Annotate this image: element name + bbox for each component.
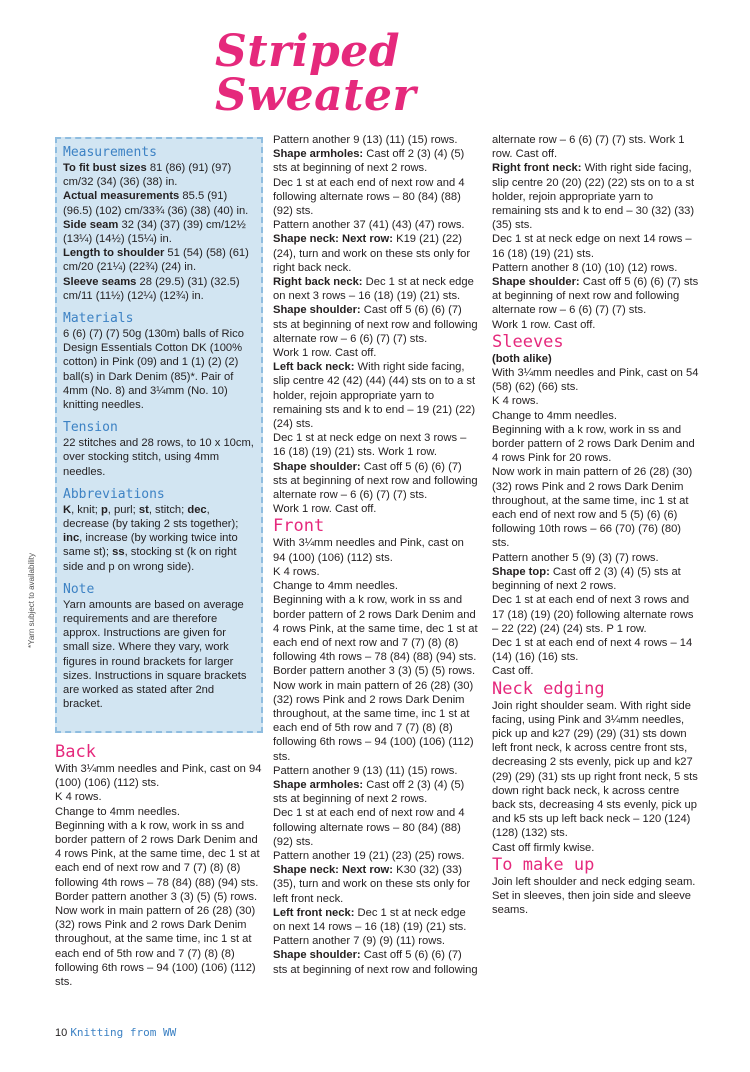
paragraph: Cast off firmly kwise. — [492, 841, 595, 854]
materials-section — [63, 311, 255, 412]
paragraph — [492, 161, 700, 232]
measurement-text: 28 (29.5) (31) (32.5) cm/11 (11½) (12¼) (12¾) in. — [63, 275, 240, 302]
paragraph: K 4 rows. — [273, 565, 320, 578]
paragraph — [273, 147, 478, 175]
back-paragraph: With 3¼mm needles and Pink, cast on 94 (100) (106) (112) sts. — [55, 763, 262, 790]
measurement-text: 51 (54) (58) (61) cm/20 (21¼) (22¾) (24) in. — [63, 247, 249, 274]
paragraph: Dec 1 st at each end of next 4 rows – 14 (14) (16) (16) sts. — [492, 636, 693, 664]
paragraph: Pattern another 9 (13) (11) (15) rows. — [273, 764, 458, 777]
page-number: 10 — [55, 1027, 68, 1039]
note-heading: Note — [63, 581, 95, 597]
paragraph: Dec 1 st at neck edge on next 14 rows – 16 (18) (19) (21) sts. — [492, 233, 692, 260]
step-label: Left front neck: — [273, 906, 355, 919]
measurement-item — [63, 189, 255, 217]
paragraph: Work 1 row. Cast off. — [273, 503, 377, 516]
paragraph: Border pattern another 3 (3) (5) (5) rows. Now work in main pattern of 26 (28) (30) (32) rows Pink and 2 rows Dark Denim throughout, at the same time, inc 1 st at each end of 5th row and 7 (7) (8) (8) following 6th rows – 94 (100) (106) (112) sts. — [273, 665, 476, 763]
measurements-section — [63, 145, 255, 303]
paragraph: Join left shoulder and neck edging seam. Set in sleeves, then join side and sleeve seams. — [492, 875, 696, 917]
tension-section — [63, 420, 255, 479]
step-text: With right side facing, slip centre 42 (42) (44) (44) sts on to a st holder, rejoin appropriate yarn to remaining sts and k to end – 19 (21) (22) (24) sts. — [273, 361, 476, 431]
paragraph — [273, 460, 478, 503]
step-label: Left back neck: — [273, 361, 355, 374]
paragraph: Pattern another 19 (21) (23) (25) rows. — [273, 849, 465, 862]
abbr-term: p — [100, 503, 108, 516]
measurement-item — [63, 246, 255, 274]
measurement-text: 32 (34) (37) (39) cm/12½ (13¼) (14½) (15¼) in. — [63, 218, 246, 246]
measurement-item — [63, 275, 255, 303]
step-text: Cast off 5 (6) (6) (7) sts at beginning of next row and following alternate row – 6 (6) (7) (7) sts. — [273, 304, 478, 345]
info-box — [55, 137, 263, 733]
measurement-label: To fit bust sizes — [63, 162, 147, 174]
paragraph — [273, 948, 478, 976]
paragraph: Change to 4mm needles. — [273, 580, 399, 593]
materials-heading: Materials — [63, 311, 134, 327]
step-label: Shape shoulder: — [492, 276, 580, 289]
step-text: K30 (32) (33) (35), turn and work on these sts only for left front neck. — [273, 864, 471, 905]
paragraph — [273, 906, 478, 934]
measurement-item — [63, 161, 255, 189]
paragraph: With 3¼mm needles and Pink, cast on 94 (100) (106) (112) sts. — [273, 537, 464, 564]
paragraph — [273, 863, 478, 906]
step-text: Cast off 2 (3) (4) (5) sts at beginning of next 2 rows. — [273, 148, 465, 175]
step-label: Shape neck: Next row: — [273, 233, 393, 246]
step-label: Shape shoulder: — [273, 460, 361, 473]
paragraph — [273, 232, 478, 275]
magazine-name: Knitting from WW — [70, 1026, 177, 1039]
abbr-term: st — [138, 503, 149, 516]
note-text: Yarn amounts are based on average requirements and are therefore approx. Instructions are given for small size. Where they vary, work figures in round brackets for larger sizes. Instructions in square brackets are worked as stated after 2nd bracket. — [63, 598, 247, 711]
paragraph: Now work in main pattern of 26 (28) (30) (32) rows Pink and 2 rows Dark Denim throughout, at the same time, inc 1 st at each end of next row and 5 (5) (6) (6) following 10th rows – 66 (70) (76) (80) sts. — [492, 466, 693, 550]
tension-heading: Tension — [63, 420, 118, 436]
paragraph: Pattern another 7 (9) (9) (11) rows. — [273, 935, 446, 948]
paragraph — [273, 275, 478, 303]
paragraph — [273, 360, 478, 431]
step-text: Dec 1 st at neck edge on next 3 rows – 16 (18) (19) (21) sts. — [273, 276, 474, 303]
column-3 — [492, 133, 700, 917]
make-up-heading: To make up — [492, 854, 595, 875]
paragraph: Pattern another 5 (9) (3) (7) rows. — [492, 551, 659, 564]
back-section — [55, 742, 263, 989]
abbr-term: K — [63, 503, 72, 516]
step-text: Cast off 5 (6) (6) (7) sts at beginning of next row and following alternate row – 6 (6) (7) (7) sts. — [492, 276, 699, 317]
paragraph: Change to 4mm needles. — [492, 409, 618, 422]
paragraph — [273, 303, 478, 346]
measurement-label: Length to shoulder — [63, 247, 165, 260]
back-paragraph: Beginning with a k row, work in ss and border pattern of 2 rows Dark Denim and 4 rows Pink, at the same time, dec 1 st at each end of next row and 7 (7) (8) (8) following 4th rows – 78 (84) (88) (94) sts. — [55, 819, 260, 889]
abbr-def: , decrease (by taking 2 sts together); — [63, 503, 239, 531]
abbr-def: , knit; — [71, 503, 101, 516]
step-text: Cast off 2 (3) (4) (5) sts at beginning of next 2 rows. — [273, 778, 465, 806]
abbr-def: , increase (by working twice into same st); — [63, 532, 238, 559]
step-text: Dec 1 st at neck edge on next 14 rows – 16 (18) (19) (21) sts. — [273, 906, 467, 933]
paragraph: Pattern another 8 (10) (10) (12) rows. — [492, 261, 678, 274]
paragraph — [492, 565, 700, 593]
paragraph: Join right shoulder seam. With right side facing, using Pink and 3¼mm needles, pick up and k27 (29) (29) (31) sts down left front neck, k across centre front sts, decreasing 2 sts evenly, pick up and k27 (29) (29) (31) sts up right front neck, 5 sts down right back neck, k across centre back sts, decreasing 4 sts evenly, pick up and k5 sts up left back neck – 120 (124) (128) (132) sts. — [492, 699, 698, 840]
step-label: Right back neck: — [273, 276, 363, 289]
step-label: Shape armholes: — [273, 148, 364, 161]
step-text: Cast off 2 (3) (4) (5) sts at beginning of next 2 rows. — [492, 565, 681, 593]
paragraph: Cast off. — [492, 665, 534, 678]
abbreviations-heading: Abbreviations — [63, 486, 165, 502]
abbr-def: , stocking st (k on right side and p on wrong side). — [63, 546, 237, 573]
paragraph — [492, 275, 700, 318]
column-2 — [273, 133, 478, 977]
step-label: Shape armholes: — [273, 778, 364, 791]
step-text: With right side facing, slip centre 20 (20) (22) (22) sts on to a st holder, rejoin appropriate yarn to remaining sts and k to end – 30 (32) (33) (35) sts. — [492, 162, 695, 232]
back-paragraph: Change to 4mm needles. — [55, 805, 181, 818]
page-title: Striped Sweater — [215, 26, 417, 121]
back-heading: Back — [55, 742, 96, 762]
abbr-term: dec — [187, 503, 207, 516]
measurement-label: Side seam — [63, 218, 119, 231]
paragraph: Beginning with a k row, work in ss and border pattern of 2 rows Dark Denim and 4 rows Pink for 20 rows. — [492, 423, 695, 465]
yarn-availability-note: *Yarn subject to availability — [27, 552, 36, 648]
abbr-def: , stitch; — [148, 503, 188, 516]
measurement-label: Sleeve seams — [63, 275, 137, 288]
note-section — [63, 582, 255, 712]
paragraph: Beginning with a k row, work in ss and border pattern of 2 rows Dark Denim and 4 rows Pink, at the same time, dec 1 st at each end of next row and 7 (7) (8) (8) following 4th rows – 78 (84) (88) (94) sts. — [273, 594, 478, 664]
measurement-text: 85.5 (91) (96.5) (102) cm/33¾ (36) (38) (40) in. — [63, 190, 249, 217]
step-label: Shape neck: Next row: — [273, 864, 393, 877]
paragraph: With 3¼mm needles and Pink, cast on 54 (58) (62) (66) sts. — [492, 367, 699, 394]
step-label: Shape top: — [492, 565, 550, 578]
back-paragraph: K 4 rows. — [55, 791, 102, 804]
abbr-term: ss — [112, 546, 125, 559]
step-label: Shape shoulder: — [273, 304, 361, 317]
paragraph: Work 1 row. Cast off. — [273, 347, 377, 360]
step-text: K19 (21) (22) (24), turn and work on these sts only for right back neck. — [273, 233, 471, 274]
abbr-def: , purl; — [107, 503, 139, 516]
paragraph: Dec 1 st at neck edge on next 3 rows – 16 (18) (19) (21) sts. Work 1 row. — [273, 432, 467, 459]
paragraph: Dec 1 st at each end of next 3 rows and 17 (18) (19) (20) following alternate rows – 22 (22) (24) (24) sts. P 1 row. — [492, 594, 694, 635]
measurements-heading: Measurements — [63, 145, 157, 160]
back-paragraph: Border pattern another 3 (3) (5) (5) rows. Now work in main pattern of 26 (28) (30) (32) rows Pink and 2 rows Dark Denim throughout, at the same time, inc 1 st at each end of 5th row and 7 (7) (8) (8) following 6th rows – 94 (100) (106) (112) sts. — [55, 890, 258, 989]
paragraph: alternate row – 6 (6) (7) (7) sts. Work 1 row. Cast off. — [492, 134, 685, 161]
measurement-text: 81 (86) (91) (97) cm/32 (34) (36) (38) in. — [63, 162, 232, 189]
tension-text: 22 stitches and 28 rows, to 10 x 10cm, over stocking stitch, using 4mm needles. — [63, 437, 254, 478]
measurement-item — [63, 218, 255, 246]
materials-text: 6 (6) (7) (7) 50g (130m) balls of Rico Design Essentials Cotton DK (100% cotton) in Pink (09) and 1 (1) (2) (2) ball(s) in Dark Denim (85)*. Pair of 4mm (No. 8) and 3¼mm (No. 10) knitting needles. — [63, 328, 244, 412]
neck-edging-heading: Neck edging — [492, 678, 605, 699]
step-text: Cast off 5 (6) (6) (7) sts at beginning of next row and following — [273, 949, 478, 976]
sleeves-subheading: (both alike) — [492, 352, 552, 365]
page-footer — [55, 1026, 176, 1039]
step-label: Right front neck: — [492, 162, 582, 175]
paragraph: Pattern another 37 (41) (43) (47) rows. — [273, 219, 465, 232]
abbr-term: inc — [63, 532, 80, 545]
paragraph: Dec 1 st at each end of next row and 4 following alternate rows – 80 (84) (88) (92) sts. — [273, 176, 465, 218]
abbreviations-section — [63, 487, 255, 574]
abbreviations-text — [63, 503, 255, 574]
front-heading: Front — [273, 516, 325, 537]
step-text: Cast off 5 (6) (6) (7) sts at beginning of next row and following alternate row – 6 (6) (7) (7) sts. — [273, 460, 478, 502]
paragraph: Work 1 row. Cast off. — [492, 318, 596, 331]
paragraph: Pattern another 9 (13) (11) (15) rows. — [273, 134, 458, 146]
step-label: Shape shoulder: — [273, 949, 361, 962]
paragraph: Dec 1 st at each end of next row and 4 following alternate rows – 80 (84) (88) (92) sts. — [273, 807, 465, 848]
sleeves-heading: Sleeves — [492, 331, 564, 352]
measurement-label: Actual measurements — [63, 190, 180, 203]
paragraph — [273, 778, 478, 806]
paragraph: K 4 rows. — [492, 395, 539, 408]
